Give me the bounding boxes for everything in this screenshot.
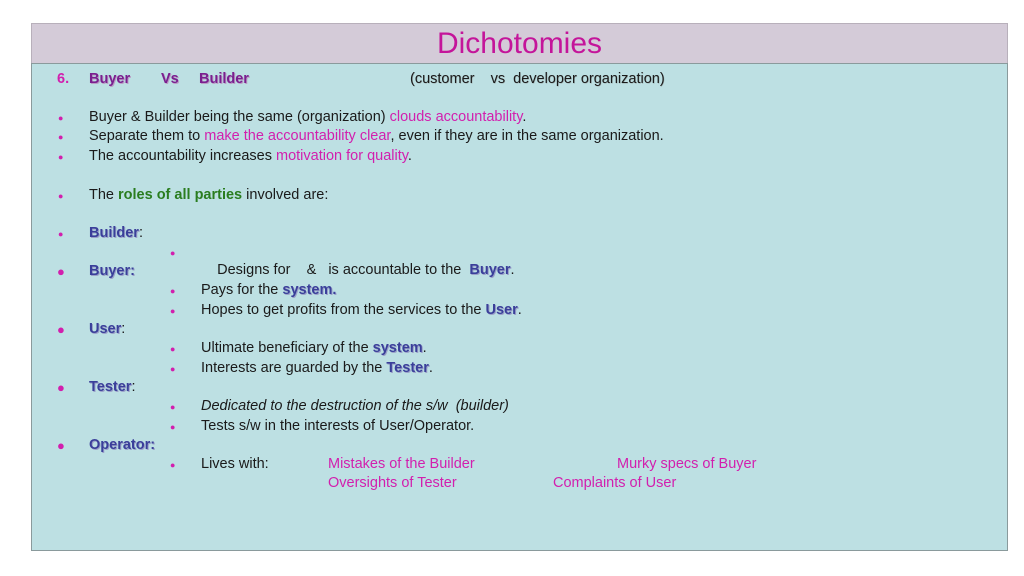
lives-with-label: Lives with: (201, 456, 269, 472)
bullet-dot-icon: ● (57, 264, 65, 279)
roles-line (89, 186, 328, 204)
bullet-highlight: clouds accountability (389, 109, 523, 125)
bullet-suffix: . (407, 148, 412, 164)
item-highlight: system. (282, 282, 337, 298)
bullet-text: Buyer & Builder being the same (organization) (89, 109, 390, 125)
roles-prefix: The (89, 187, 119, 203)
role-label: Operator: (89, 437, 156, 453)
bullet-dot-icon: ● (57, 322, 65, 337)
item-highlight: Buyer (469, 262, 511, 278)
bullet-dot-icon: ● (58, 132, 64, 142)
sub-bullet-icon: ● (170, 402, 176, 412)
role-label: Tester (89, 379, 132, 395)
role-user (89, 320, 125, 338)
title-bar (31, 23, 1008, 63)
sub-bullet-icon: ● (170, 364, 176, 374)
sub-bullet-icon: ● (170, 306, 176, 316)
heading-subtitle: (customer vs developer organization) (410, 71, 665, 87)
heading-number: 6. (57, 71, 70, 87)
sub-bullet-icon: ● (170, 248, 176, 258)
bullet-item (89, 108, 526, 126)
sub-bullet-icon: ● (170, 460, 176, 470)
roles-suffix: involved are: (242, 187, 329, 203)
role-tester (89, 378, 135, 396)
bullet-dot-icon: ● (57, 380, 65, 395)
heading-vs: Vs (161, 71, 179, 87)
role-item (201, 359, 433, 377)
heading-builder: Builder (199, 71, 249, 87)
item-text: Interests are guarded by the (201, 360, 387, 376)
item-suffix: . (510, 262, 515, 278)
bullet-text: The accountability increases (89, 148, 276, 164)
role-item: Dedicated to the destruction of the s/w (builder) (201, 398, 509, 414)
role-item: Tests s/w in the interests of User/Operator. (201, 418, 475, 434)
role-label: User (89, 321, 122, 337)
bullet-dot-icon: ● (57, 438, 65, 453)
item-highlight: Tester (386, 360, 429, 376)
heading-buyer: Buyer (89, 71, 131, 87)
item-text: Hopes to get profits from the services to the (201, 302, 486, 318)
item-suffix: . (428, 360, 433, 376)
heading-vs-wrap (161, 70, 179, 88)
role-label: Builder (89, 225, 139, 241)
content-panel (31, 63, 1008, 551)
bullet-item (89, 127, 664, 145)
role-item (201, 339, 427, 357)
role-item (201, 301, 522, 319)
complaints-user: Complaints of User (553, 475, 677, 491)
roles-highlight: roles of all parties (118, 187, 243, 203)
role-label: Buyer: (89, 263, 135, 279)
bullet-highlight: make the accountability clear (204, 128, 391, 144)
sub-bullet-icon: ● (170, 286, 176, 296)
mistakes-builder: Mistakes of the Builder (328, 456, 475, 472)
heading-builder-wrap (199, 70, 249, 88)
bullet-dot-icon: ● (58, 152, 64, 162)
role-item (201, 281, 336, 299)
role-colon: : (138, 225, 143, 241)
item-highlight: User (485, 302, 518, 318)
item-text: Pays for the (201, 282, 283, 298)
sub-bullet-icon: ● (170, 422, 176, 432)
item-text: Ultimate beneficiary of the (201, 340, 373, 356)
bullet-item (89, 147, 412, 165)
role-buyer (89, 262, 135, 280)
item-highlight: system (372, 340, 423, 356)
bullet-highlight: motivation for quality (276, 148, 408, 164)
oversights-tester: Oversights of Tester (328, 475, 457, 491)
murky-specs: Murky specs of Buyer (617, 456, 757, 472)
role-builder (89, 224, 143, 242)
bullet-dot-icon: ● (58, 113, 64, 123)
heading-row (57, 70, 69, 88)
heading-buyer-wrap (89, 70, 130, 88)
item-text: Designs for & is accountable to the (217, 262, 470, 278)
role-operator (89, 436, 155, 454)
role-colon: : (131, 379, 136, 395)
item-suffix: . (422, 340, 427, 356)
bullet-suffix: , even if they are in the same organization. (390, 128, 664, 144)
bullet-suffix: . (522, 109, 527, 125)
bullet-dot-icon: ● (58, 229, 64, 239)
bullet-dot-icon: ● (58, 191, 64, 201)
slide-title: Dichotomies (436, 27, 603, 60)
item-suffix: . (517, 302, 522, 318)
role-colon: : (121, 321, 126, 337)
sub-bullet-icon: ● (170, 344, 176, 354)
bullet-text: Separate them to (89, 128, 205, 144)
